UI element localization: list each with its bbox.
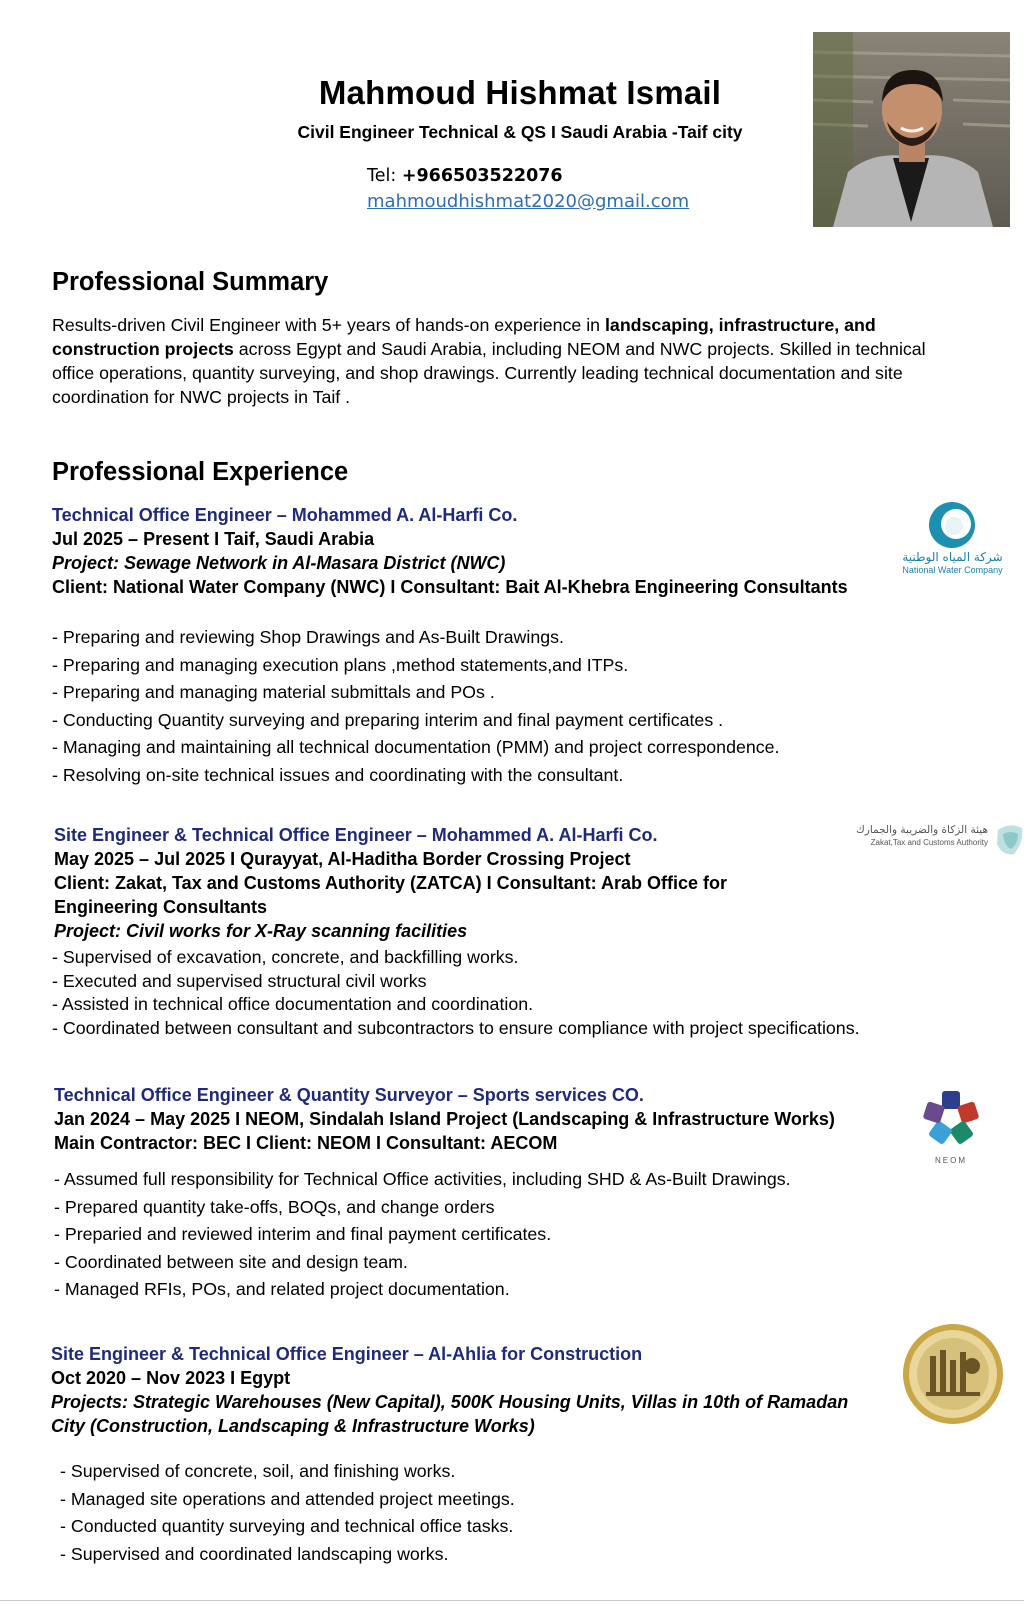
job-dates: May 2025 – Jul 2025 I Qurayyat, Al-Haditha Border Crossing Project [54, 849, 631, 869]
phone-label: Tel: [367, 166, 397, 186]
zatca-logo-english: Zakat,Tax and Customs Authority [870, 838, 988, 847]
job-meta [54, 847, 727, 943]
job-dates: Oct 2020 – Nov 2023 I Egypt [51, 1368, 291, 1388]
al-ahlia-logo [900, 1322, 1006, 1426]
list-item: - Preparing and managing material submittals and POs . [52, 682, 495, 703]
list-item: - Assisted in technical office documentation and coordination. [52, 994, 534, 1015]
job-dates: Jan 2024 – May 2025 I NEOM, Sindalah Island Project (Landscaping & Infrastructure Works) [54, 1109, 835, 1129]
job-bullets [52, 624, 779, 790]
page-bottom-divider [0, 1600, 1024, 1601]
job-meta [51, 1366, 848, 1438]
list-item: - Preparing and managing execution plans ,method statements,and ITPs. [52, 654, 629, 675]
list-item: - Managed site operations and attended project meetings. [60, 1488, 515, 1509]
list-item: - Conducting Quantity surveying and preparing interim and final payment certificates . [52, 709, 724, 730]
list-item: - Supervised and coordinated landscaping works. [60, 1543, 449, 1564]
job-meta [54, 1107, 835, 1155]
nwc-logo-english: National Water Company [902, 565, 1003, 575]
candidate-subtitle: Civil Engineer Technical & QS I Saudi Arabia -Taif city [297, 122, 743, 142]
job-title: Site Engineer & Technical Office Engineer – Mohammed A. Al-Harfi Co. [54, 825, 658, 845]
summary-highlight: landscaping, infrastructure, and construction projects [52, 315, 876, 359]
candidate-name: Mahmoud Hishmat Ismail [318, 74, 722, 111]
job-client: Client: Zakat, Tax and Customs Authority (ZATCA) I Consultant: Arab Office for [54, 873, 728, 893]
summary-heading: Professional Summary [52, 268, 329, 296]
email-link[interactable]: mahmoudhishmat2020@gmail.com [367, 191, 690, 212]
list-item: - Assumed full responsibility for Technical Office activities, including SHD & As-Built Drawings. [54, 1169, 791, 1189]
phone-number: +966503522076 [401, 166, 563, 186]
nwc-logo-arabic: شركة المياه الوطنية [902, 550, 1003, 564]
experience-heading: Professional Experience [52, 458, 349, 486]
job-project-cont: City (Construction, Landscaping & Infrastructure Works) [51, 1416, 535, 1436]
job-client-cont: Engineering Consultants [54, 897, 268, 917]
list-item: - Resolving on-site technical issues and coordinating with the consultant. [52, 764, 624, 785]
job-project: Projects: Strategic Warehouses (New Capital), 500K Housing Units, Villas in 10th of Ramadan [51, 1392, 849, 1412]
job-project: Project: Sewage Network in Al-Masara District (NWC) [52, 553, 506, 573]
phone-line [367, 166, 563, 186]
list-item: - Executed and supervised structural civil works [52, 970, 427, 991]
list-item: - Preparied and reviewed interim and final payment certificates. [54, 1224, 552, 1245]
profile-photo [813, 32, 1010, 227]
summary-rest: across Egypt and Saudi Arabia, including NEOM and NWC projects. Skilled in technical office operations, quantity surveying, and shop drawings. Currently leading technical documentation and site coordination for NWC projects in Taif . [52, 339, 926, 407]
job-bullets [54, 1166, 791, 1304]
zatca-logo [852, 822, 1024, 860]
job-title: Technical Office Engineer & Quantity Surveyor – Sports services CO. [54, 1085, 644, 1105]
zatca-logo-arabic: هيئة الزكاة والضريبة والجمارك [856, 824, 988, 836]
job-client: Client: National Water Company (NWC) I Consultant: Bait Al-Khebra Engineering Consultants [52, 577, 848, 597]
list-item: - Preparing and reviewing Shop Drawings and As-Built Drawings. [52, 627, 564, 647]
summary-intro: Results-driven Civil Engineer with 5+ years of hands-on experience in [52, 315, 605, 335]
job-project: Project: Civil works for X-Ray scanning facilities [54, 921, 468, 941]
job-title: Technical Office Engineer – Mohammed A. Al-Harfi Co. [52, 505, 518, 525]
summary-text [52, 313, 932, 409]
list-item: - Managed RFIs, POs, and related project documentation. [54, 1279, 510, 1300]
job-meta [52, 527, 848, 599]
list-item: - Supervised of concrete, soil, and finishing works. [60, 1461, 456, 1481]
list-item: - Prepared quantity take-offs, BOQs, and change orders [54, 1196, 495, 1217]
job-bullets [60, 1458, 515, 1568]
job-bullets [52, 946, 860, 1040]
list-item: - Conducted quantity surveying and technical office tasks. [60, 1516, 514, 1537]
nwc-logo [890, 500, 1015, 592]
job-title: Site Engineer & Technical Office Engineer – Al-Ahlia for Construction [51, 1344, 643, 1364]
list-item: - Coordinated between site and design team. [54, 1251, 408, 1272]
neom-logo [920, 1088, 982, 1164]
neom-logo-label: NEOM [935, 1156, 967, 1165]
job-client: Main Contractor: BEC I Client: NEOM I Consultant: AECOM [54, 1133, 558, 1153]
list-item: - Supervised of excavation, concrete, and backfilling works. [52, 947, 519, 967]
list-item: - Coordinated between consultant and subcontractors to ensure compliance with project specifications. [52, 1017, 860, 1038]
list-item: - Managing and maintaining all technical documentation (PMM) and project correspondence. [52, 737, 780, 758]
job-dates: Jul 2025 – Present I Taif, Saudi Arabia [52, 529, 375, 549]
